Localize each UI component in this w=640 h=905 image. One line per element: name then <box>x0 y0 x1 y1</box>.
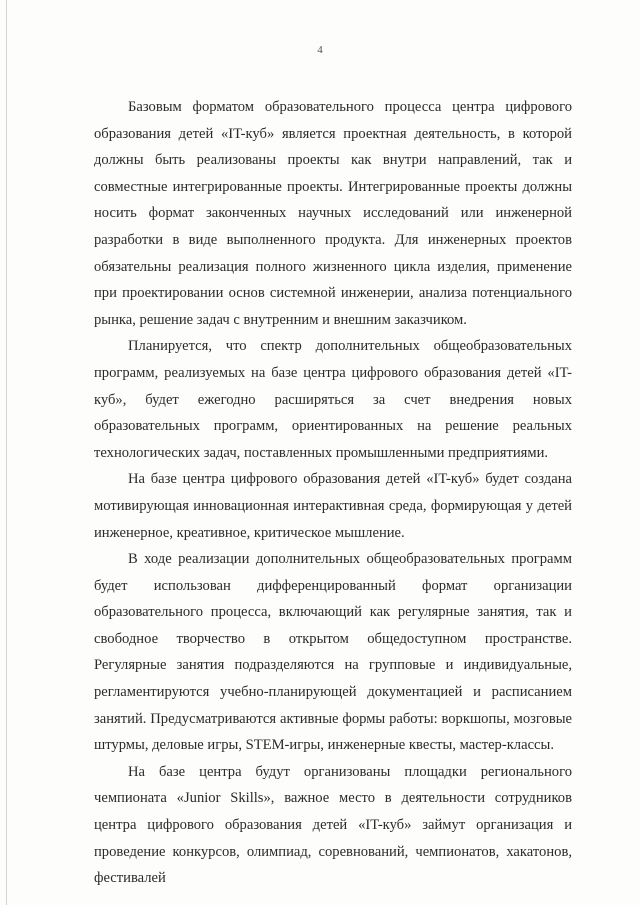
page-number: 4 <box>317 44 323 56</box>
paragraph-learning-format: В ходе реализации дополнительных общеобразовательных программ будет использован дифференцированный формат организации образовательного процесса, включающий как регулярные занятия, так и свободное творчество в открытом общедоступном пространстве. Регулярные занятия подразделяются на групповые и индивидуальные, регламентируются учебно-планирующей документацией и расписанием занятий. Предусматриваются активные формы работы: воркшопы, мозговые штурмы, деловые игры, STEM-игры, инженерные квесты, мастер-классы. <box>94 551 572 754</box>
paragraph-project-activity: Базовым форматом образовательного процесса центра цифрового образования детей «IT-куб» является проектная деятельность, в которой должны быть реализованы проекты как внутри направлений, так и совместные интегрированные проекты. Интегрированные проекты должны носить формат законченных научных исследований или инженерной разработки в виде выполненного продукта. Для инженерных проектов обязательны реализация полного жизненного цикла изделия, применение при проектировании основ системной инженерии, анализа потенциального рынка, решение задач с внутренним и внешним заказчиком. <box>94 99 572 328</box>
paragraph-interactive-environment: На базе центра цифрового образования детей «IT-куб» будет создана мотивирующая инновационная интерактивная среда, формирующая у детей инженерное, креативное, критическое мышление. <box>94 471 572 541</box>
paragraph-junior-skills: На базе центра будут организованы площадки регионального чемпионата «Junior Skills», важное место в деятельности сотрудников центра цифрового образования детей «IT-куб» займут организация и проведение конкурсов, олимпиад, соревнований, чемпионатов, хакатонов, фестивалей <box>94 763 572 887</box>
page-edge <box>6 0 7 905</box>
body-text <box>94 94 572 892</box>
paragraph-program-expansion: Планируется, что спектр дополнительных общеобразовательных программ, реализуемых на базе центра цифрового образования детей «IT-куб», будет ежегодно расширяться за счет внедрения новых образовательных программ, ориентированных на решение реальных технологических задач, поставленных промышленными предприятиями. <box>94 338 572 461</box>
